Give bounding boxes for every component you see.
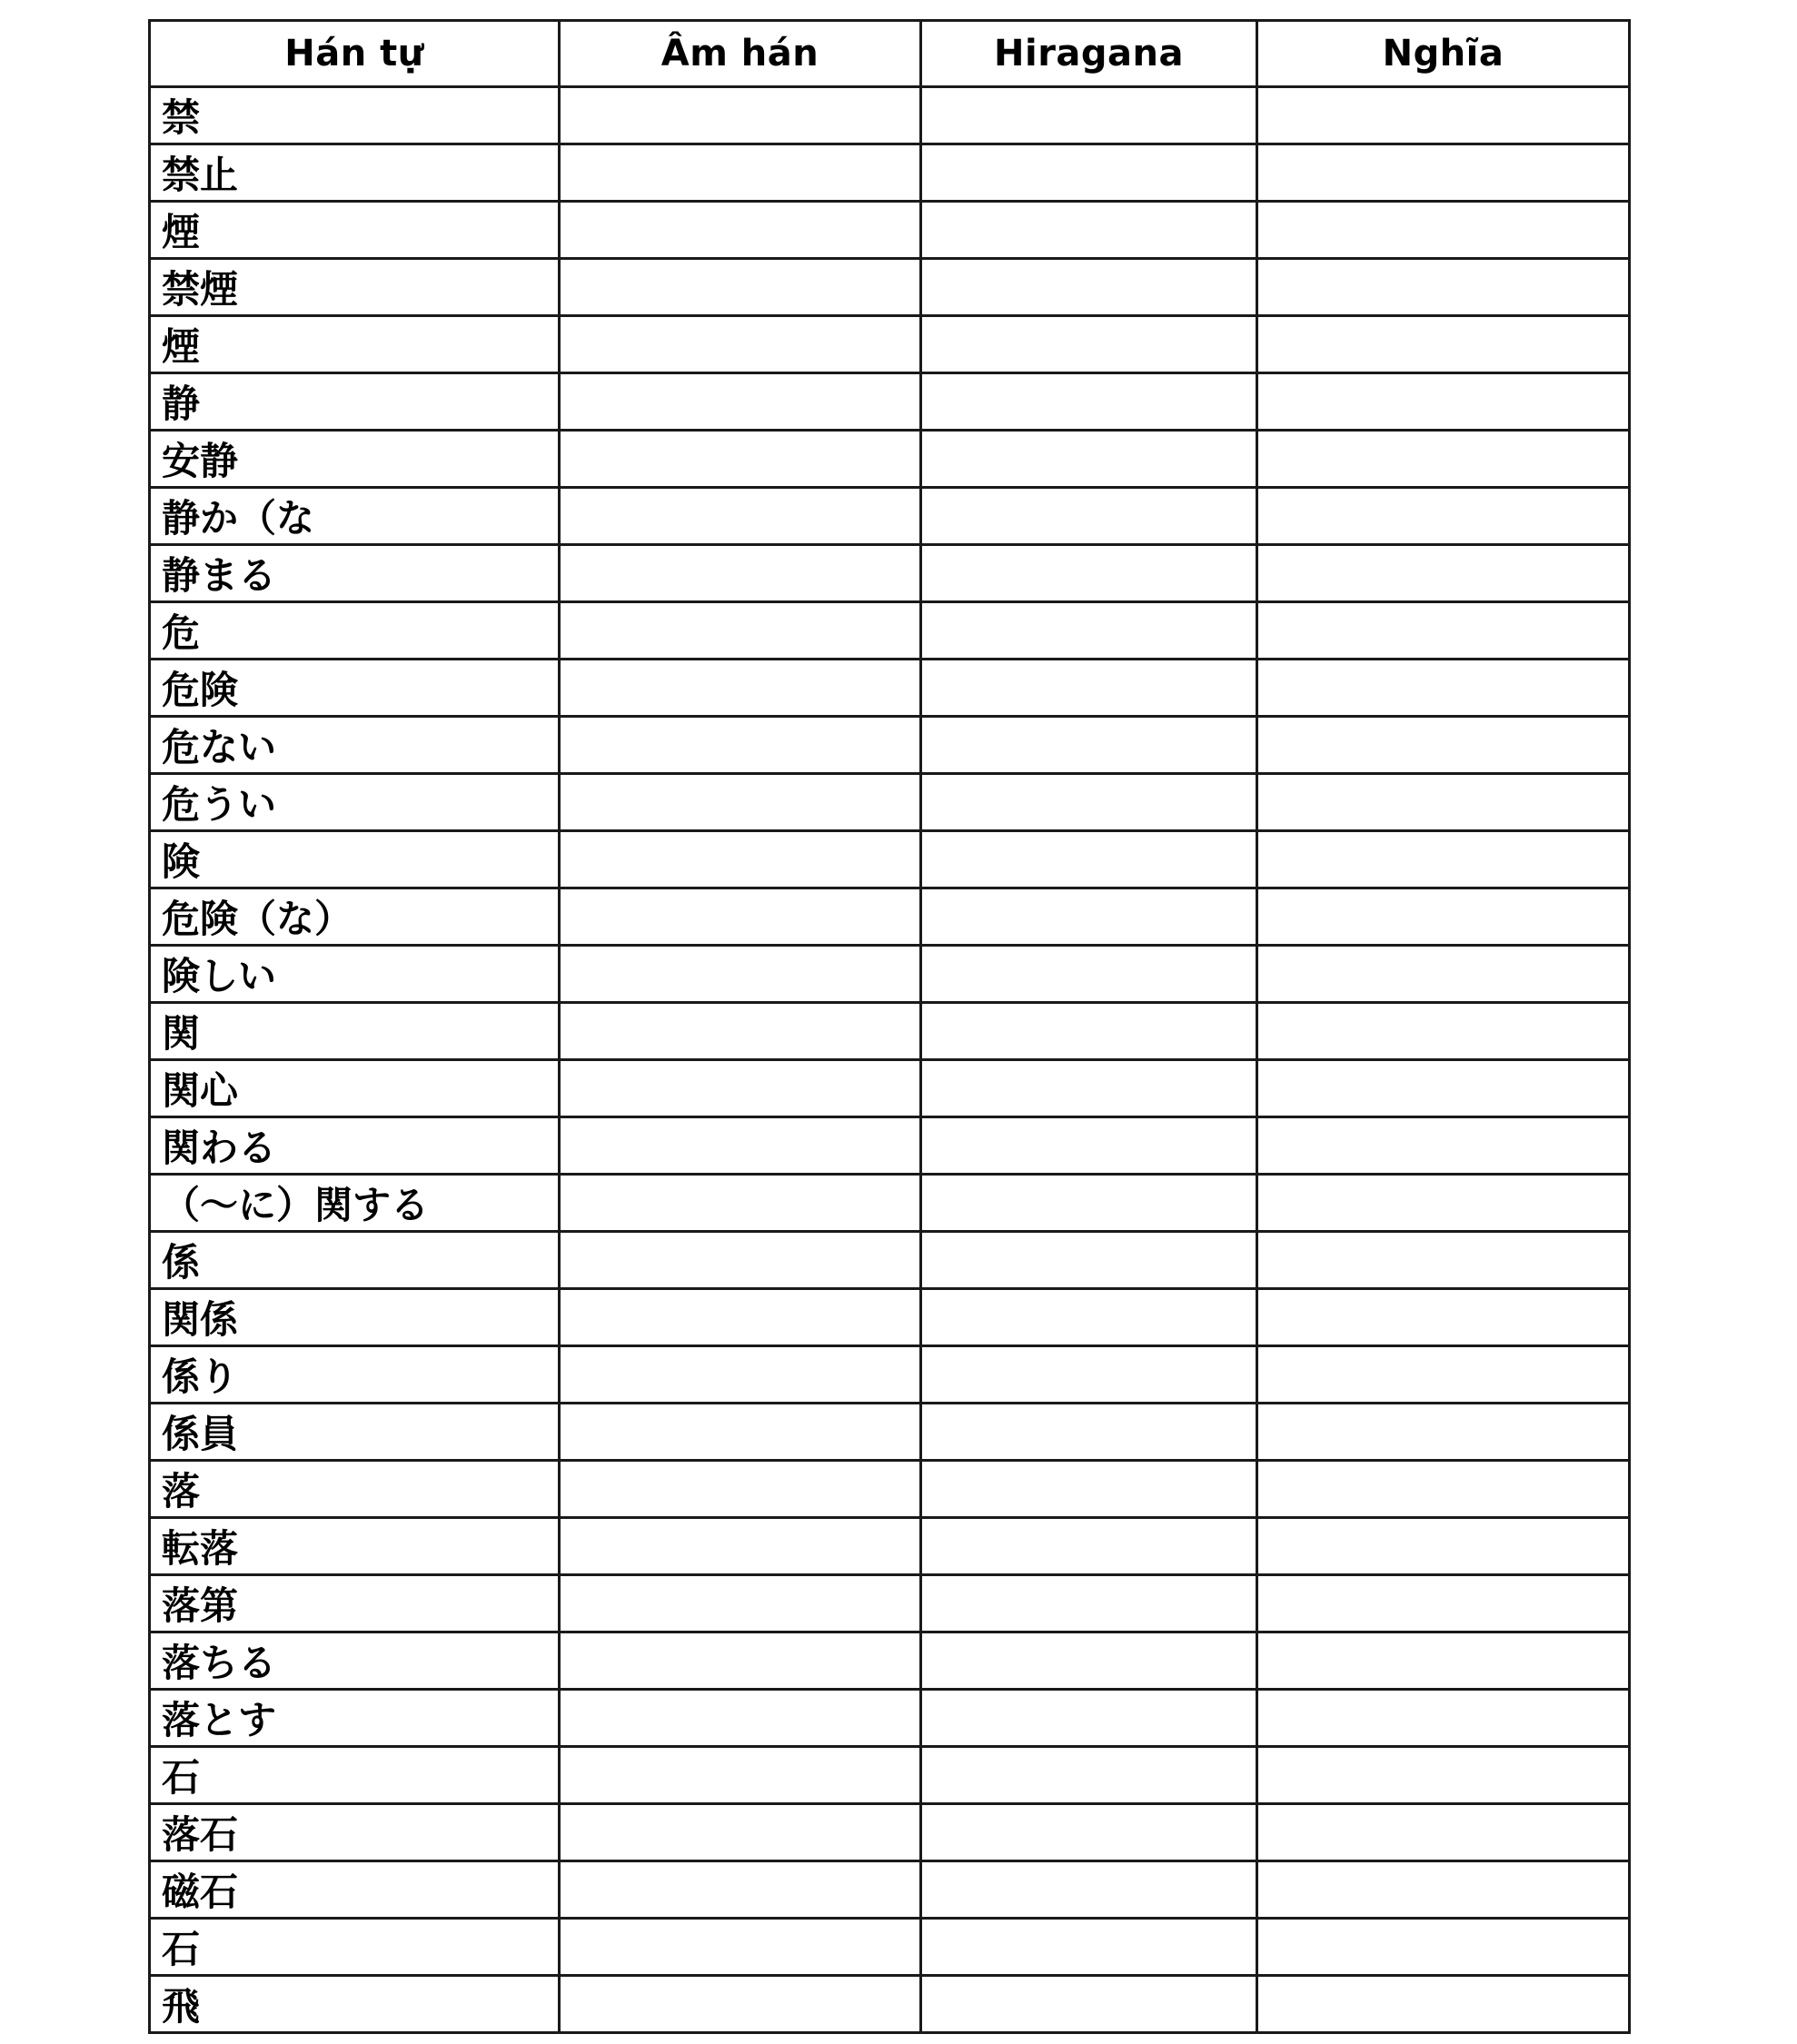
table-row bbox=[150, 831, 1630, 888]
cell-hiragana bbox=[921, 1518, 1257, 1575]
cell-han-tu: 危険（な） bbox=[150, 888, 560, 946]
cell-nghia bbox=[1257, 1690, 1630, 1747]
cell-nghia bbox=[1257, 1060, 1630, 1117]
table-row bbox=[150, 1632, 1630, 1690]
table-row bbox=[150, 1575, 1630, 1632]
cell-han-tu: 禁煙 bbox=[150, 259, 560, 316]
cell-am-han bbox=[560, 1117, 921, 1175]
cell-am-han bbox=[560, 1003, 921, 1060]
cell-hiragana bbox=[921, 1976, 1257, 2033]
cell-am-han bbox=[560, 1346, 921, 1404]
cell-am-han bbox=[560, 946, 921, 1003]
cell-nghia bbox=[1257, 946, 1630, 1003]
cell-am-han bbox=[560, 1804, 921, 1861]
cell-nghia bbox=[1257, 316, 1630, 373]
cell-am-han bbox=[560, 602, 921, 660]
table-row bbox=[150, 946, 1630, 1003]
table-row bbox=[150, 888, 1630, 946]
header-hiragana: Hiragana bbox=[921, 21, 1257, 87]
table-row bbox=[150, 1976, 1630, 2033]
cell-han-tu: 落石 bbox=[150, 1804, 560, 1861]
table-row bbox=[150, 545, 1630, 602]
cell-han-tu: 禁止 bbox=[150, 144, 560, 202]
cell-am-han bbox=[560, 1289, 921, 1346]
cell-hiragana bbox=[921, 1690, 1257, 1747]
cell-han-tu: 静まる bbox=[150, 545, 560, 602]
cell-han-tu: 静か（な bbox=[150, 488, 560, 545]
cell-hiragana bbox=[921, 373, 1257, 431]
table-row bbox=[150, 1518, 1630, 1575]
cell-hiragana bbox=[921, 1804, 1257, 1861]
cell-han-tu: 危 bbox=[150, 602, 560, 660]
table-row bbox=[150, 1861, 1630, 1919]
header-am-han: Âm hán bbox=[560, 21, 921, 87]
cell-am-han bbox=[560, 144, 921, 202]
cell-am-han bbox=[560, 888, 921, 946]
table-row bbox=[150, 1804, 1630, 1861]
cell-han-tu: 煙 bbox=[150, 202, 560, 259]
cell-am-han bbox=[560, 774, 921, 831]
cell-am-han bbox=[560, 1690, 921, 1747]
cell-nghia bbox=[1257, 202, 1630, 259]
cell-am-han bbox=[560, 488, 921, 545]
cell-hiragana bbox=[921, 1461, 1257, 1518]
cell-nghia bbox=[1257, 1461, 1630, 1518]
table-row bbox=[150, 1919, 1630, 1976]
table-row bbox=[150, 144, 1630, 202]
cell-nghia bbox=[1257, 717, 1630, 774]
table-body bbox=[150, 87, 1630, 2033]
cell-nghia bbox=[1257, 1117, 1630, 1175]
cell-han-tu: 関わる bbox=[150, 1117, 560, 1175]
cell-am-han bbox=[560, 1632, 921, 1690]
cell-hiragana bbox=[921, 1060, 1257, 1117]
cell-hiragana bbox=[921, 946, 1257, 1003]
cell-han-tu: 険しい bbox=[150, 946, 560, 1003]
cell-am-han bbox=[560, 545, 921, 602]
cell-hiragana bbox=[921, 1346, 1257, 1404]
cell-han-tu: 落ちる bbox=[150, 1632, 560, 1690]
cell-am-han bbox=[560, 1175, 921, 1232]
cell-hiragana bbox=[921, 431, 1257, 488]
cell-hiragana bbox=[921, 144, 1257, 202]
cell-nghia bbox=[1257, 1003, 1630, 1060]
cell-hiragana bbox=[921, 1632, 1257, 1690]
cell-han-tu: 磁石 bbox=[150, 1861, 560, 1919]
cell-han-tu: 係 bbox=[150, 1232, 560, 1289]
cell-nghia bbox=[1257, 545, 1630, 602]
cell-hiragana bbox=[921, 660, 1257, 717]
cell-nghia bbox=[1257, 87, 1630, 144]
cell-han-tu: 危ない bbox=[150, 717, 560, 774]
cell-hiragana bbox=[921, 545, 1257, 602]
cell-hiragana bbox=[921, 202, 1257, 259]
table-row bbox=[150, 1289, 1630, 1346]
table-row bbox=[150, 1117, 1630, 1175]
cell-hiragana bbox=[921, 259, 1257, 316]
cell-am-han bbox=[560, 259, 921, 316]
cell-am-han bbox=[560, 1575, 921, 1632]
cell-hiragana bbox=[921, 888, 1257, 946]
table-row bbox=[150, 1060, 1630, 1117]
cell-nghia bbox=[1257, 1747, 1630, 1804]
cell-han-tu: 安静 bbox=[150, 431, 560, 488]
cell-am-han bbox=[560, 717, 921, 774]
cell-nghia bbox=[1257, 1289, 1630, 1346]
cell-nghia bbox=[1257, 431, 1630, 488]
cell-nghia bbox=[1257, 1575, 1630, 1632]
cell-nghia bbox=[1257, 488, 1630, 545]
cell-am-han bbox=[560, 831, 921, 888]
table-row bbox=[150, 488, 1630, 545]
cell-hiragana bbox=[921, 1575, 1257, 1632]
table-row bbox=[150, 717, 1630, 774]
cell-am-han bbox=[560, 660, 921, 717]
table-row bbox=[150, 373, 1630, 431]
header-nghia: Nghĩa bbox=[1257, 21, 1630, 87]
cell-han-tu: 係り bbox=[150, 1346, 560, 1404]
cell-am-han bbox=[560, 316, 921, 373]
cell-hiragana bbox=[921, 774, 1257, 831]
cell-hiragana bbox=[921, 1289, 1257, 1346]
cell-nghia bbox=[1257, 1976, 1630, 2033]
table-row bbox=[150, 259, 1630, 316]
cell-han-tu: 落 bbox=[150, 1461, 560, 1518]
table-row bbox=[150, 1003, 1630, 1060]
cell-han-tu: 険 bbox=[150, 831, 560, 888]
cell-nghia bbox=[1257, 1175, 1630, 1232]
cell-hiragana bbox=[921, 1404, 1257, 1461]
cell-hiragana bbox=[921, 831, 1257, 888]
cell-nghia bbox=[1257, 831, 1630, 888]
cell-am-han bbox=[560, 373, 921, 431]
cell-han-tu: 関心 bbox=[150, 1060, 560, 1117]
cell-hiragana bbox=[921, 87, 1257, 144]
cell-han-tu: 落とす bbox=[150, 1690, 560, 1747]
table-row bbox=[150, 1175, 1630, 1232]
cell-hiragana bbox=[921, 1003, 1257, 1060]
cell-am-han bbox=[560, 1747, 921, 1804]
cell-am-han bbox=[560, 1404, 921, 1461]
cell-han-tu: 係員 bbox=[150, 1404, 560, 1461]
cell-han-tu: 石 bbox=[150, 1747, 560, 1804]
cell-am-han bbox=[560, 1461, 921, 1518]
table-row bbox=[150, 1232, 1630, 1289]
cell-hiragana bbox=[921, 1232, 1257, 1289]
table-row bbox=[150, 202, 1630, 259]
cell-hiragana bbox=[921, 1919, 1257, 1976]
table-row bbox=[150, 660, 1630, 717]
cell-han-tu: 危険 bbox=[150, 660, 560, 717]
table-row bbox=[150, 774, 1630, 831]
cell-am-han bbox=[560, 1060, 921, 1117]
cell-nghia bbox=[1257, 1632, 1630, 1690]
cell-han-tu: 関係 bbox=[150, 1289, 560, 1346]
table-row bbox=[150, 1346, 1630, 1404]
table-row bbox=[150, 1690, 1630, 1747]
vocabulary-worksheet bbox=[148, 19, 1628, 2034]
cell-han-tu: 関 bbox=[150, 1003, 560, 1060]
header-han-tu: Hán tự bbox=[150, 21, 560, 87]
cell-am-han bbox=[560, 87, 921, 144]
cell-am-han bbox=[560, 1518, 921, 1575]
table-row bbox=[150, 431, 1630, 488]
table-row bbox=[150, 1747, 1630, 1804]
cell-han-tu: 転落 bbox=[150, 1518, 560, 1575]
header-row bbox=[150, 21, 1630, 87]
cell-han-tu: 飛 bbox=[150, 1976, 560, 2033]
cell-nghia bbox=[1257, 1346, 1630, 1404]
cell-nghia bbox=[1257, 1518, 1630, 1575]
cell-han-tu: 禁 bbox=[150, 87, 560, 144]
cell-nghia bbox=[1257, 602, 1630, 660]
table-row bbox=[150, 316, 1630, 373]
cell-nghia bbox=[1257, 1804, 1630, 1861]
table-header bbox=[150, 21, 1630, 87]
cell-hiragana bbox=[921, 717, 1257, 774]
cell-hiragana bbox=[921, 1117, 1257, 1175]
cell-am-han bbox=[560, 1232, 921, 1289]
table-row bbox=[150, 1404, 1630, 1461]
cell-hiragana bbox=[921, 602, 1257, 660]
cell-nghia bbox=[1257, 144, 1630, 202]
cell-am-han bbox=[560, 1976, 921, 2033]
cell-am-han bbox=[560, 431, 921, 488]
cell-han-tu: （～に）関する bbox=[150, 1175, 560, 1232]
cell-hiragana bbox=[921, 1861, 1257, 1919]
cell-am-han bbox=[560, 1861, 921, 1919]
cell-nghia bbox=[1257, 1404, 1630, 1461]
cell-nghia bbox=[1257, 1861, 1630, 1919]
cell-nghia bbox=[1257, 660, 1630, 717]
table-row bbox=[150, 1461, 1630, 1518]
cell-han-tu: 危うい bbox=[150, 774, 560, 831]
cell-han-tu: 煙 bbox=[150, 316, 560, 373]
cell-nghia bbox=[1257, 774, 1630, 831]
cell-han-tu: 静 bbox=[150, 373, 560, 431]
cell-han-tu: 落第 bbox=[150, 1575, 560, 1632]
table-row bbox=[150, 602, 1630, 660]
cell-nghia bbox=[1257, 259, 1630, 316]
cell-nghia bbox=[1257, 373, 1630, 431]
cell-hiragana bbox=[921, 488, 1257, 545]
vocabulary-table bbox=[148, 19, 1631, 2034]
cell-nghia bbox=[1257, 1919, 1630, 1976]
cell-hiragana bbox=[921, 316, 1257, 373]
cell-han-tu: 石 bbox=[150, 1919, 560, 1976]
cell-nghia bbox=[1257, 888, 1630, 946]
cell-hiragana bbox=[921, 1175, 1257, 1232]
cell-am-han bbox=[560, 1919, 921, 1976]
cell-nghia bbox=[1257, 1232, 1630, 1289]
cell-hiragana bbox=[921, 1747, 1257, 1804]
cell-am-han bbox=[560, 202, 921, 259]
table-row bbox=[150, 87, 1630, 144]
